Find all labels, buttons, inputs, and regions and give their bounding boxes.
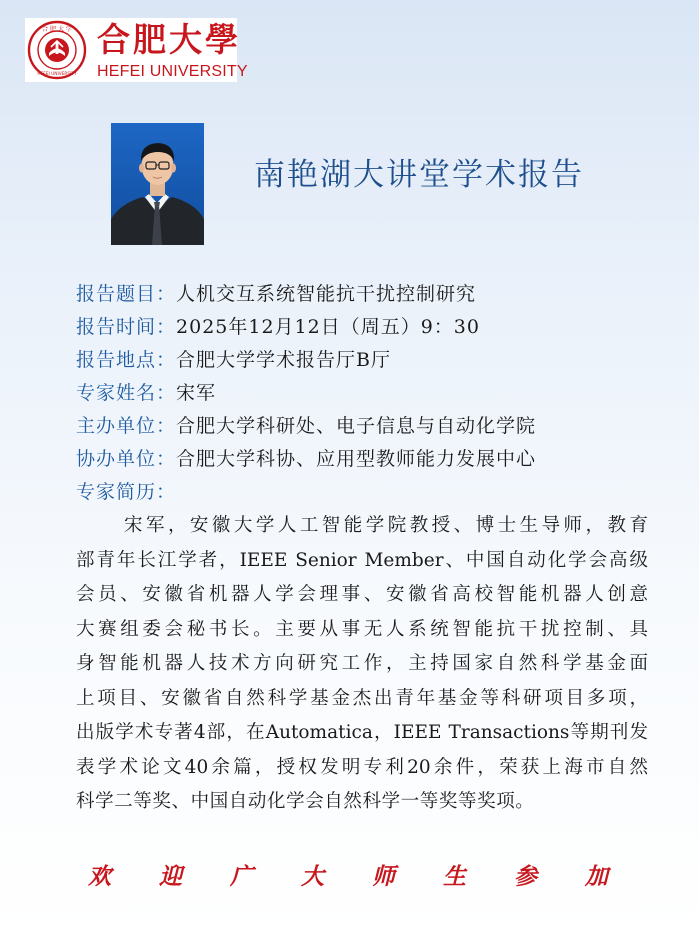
info-row-topic [76, 279, 476, 309]
bio-line: 表学术论文40余篇，授权发明专利20余件，荣获上海市自然 [76, 756, 648, 778]
info-row-co-host [76, 444, 536, 474]
university-seal-icon [27, 20, 87, 80]
info-row-bio-heading [76, 477, 176, 507]
welcome-char: 大 [301, 863, 324, 890]
welcome-char: 迎 [159, 863, 182, 890]
info-row-time [76, 312, 480, 342]
info-row-host [76, 411, 536, 441]
info-label: 报告题目： [76, 283, 177, 305]
bio-line: 上项目、安徽省自然科学基金杰出青年基金等科研项目多项， [76, 687, 648, 709]
info-label: 主办单位： [76, 415, 177, 437]
bio-line: 大赛组委会秘书长。主要从事无人系统智能抗干扰控制、具 [76, 618, 648, 640]
welcome-char: 生 [443, 863, 466, 890]
bio-line: 宋军，安徽大学人工智能学院教授、博士生导师，教育 [124, 515, 648, 536]
bio-line: 会员、安徽省机器人学会理事、安徽省高校智能机器人创意 [76, 584, 648, 605]
info-value: 合肥大学科研处、电子信息与自动化学院 [176, 415, 537, 437]
svg-text:合 肥 大 学: 合 肥 大 学 [42, 26, 72, 33]
welcome-char: 加 [585, 863, 608, 890]
page-title: 南艳湖大讲堂学术报告 [254, 157, 584, 193]
info-value: 宋军 [176, 382, 217, 404]
bio-line: 科学二等奖、中国自动化学会自然科学一等奖等奖项。 [76, 791, 535, 812]
speaker-photo [111, 123, 204, 245]
info-label: 协办单位： [76, 448, 177, 470]
speaker-bio [76, 509, 648, 820]
welcome-banner [88, 860, 608, 894]
info-row-location [76, 345, 391, 375]
welcome-char: 欢 [88, 863, 111, 890]
info-value: 合肥大学科协、应用型教师能力发展中心 [176, 448, 537, 470]
info-value: 人机交互系统智能抗干扰控制研究 [176, 283, 477, 305]
bio-line: 身智能机器人技术方向研究工作，主持国家自然科学基金面 [76, 653, 648, 674]
info-label: 报告时间： [76, 316, 177, 338]
welcome-char: 广 [230, 863, 253, 890]
info-label: 报告地点： [76, 349, 177, 371]
info-label: 专家简历： [76, 481, 177, 503]
bio-line: 部青年长江学者，IEEE Senior Member、中国自动化学会高级 [76, 549, 648, 571]
info-label: 专家姓名： [76, 382, 177, 404]
welcome-char: 参 [514, 863, 537, 890]
bio-line: 出版学术专著4部，在Automatica，IEEE Transactions等期刊发 [76, 722, 648, 743]
info-value: 2025年12月12日（周五）9：30 [176, 316, 480, 338]
university-logo [25, 18, 248, 82]
university-name-en: HEFEI UNIVERSITY [97, 63, 248, 80]
svg-text:HEFEI UNIVERSITY: HEFEI UNIVERSITY [37, 72, 77, 77]
info-row-speaker [76, 378, 216, 408]
university-name-cn: 合肥大學 [97, 20, 241, 59]
welcome-char: 师 [372, 863, 395, 890]
info-value: 合肥大学学术报告厅B厅 [176, 349, 391, 371]
